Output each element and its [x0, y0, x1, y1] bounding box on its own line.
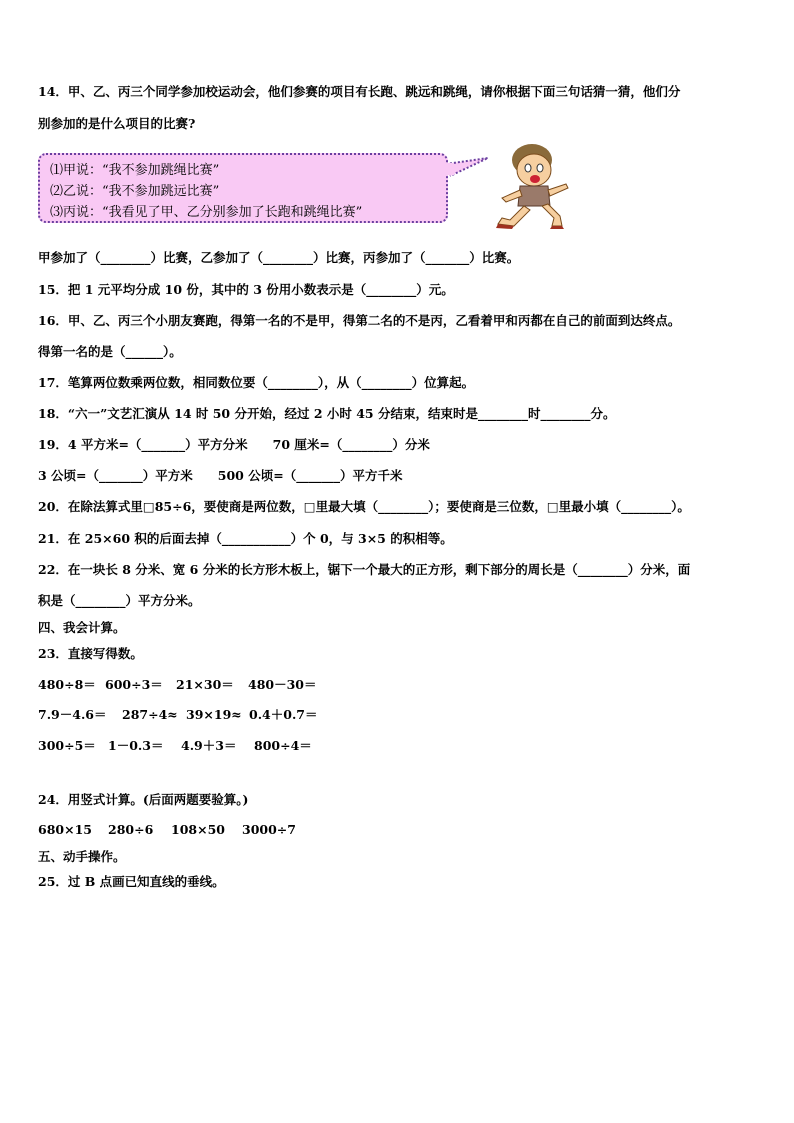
calc-item: 480－30＝	[248, 677, 317, 692]
calc-item: 21×30＝	[176, 677, 234, 692]
q16-line1: 16．甲、乙、丙三个小朋友赛跑，得第一名的不是甲，得第二名的不是丙，乙看着甲和丙都在自己的前面到达终点。	[38, 313, 681, 328]
q20: 20．在除法算式里□85÷6，要使商是两位数，□里最大填（________）；要使商是三位数，□里最小填（________）。	[38, 499, 690, 514]
q14-answer: 甲参加了（________）比赛，乙参加了（________）比赛，丙参加了（_______）比赛。	[38, 250, 520, 265]
calc-item: 280÷6	[108, 822, 154, 837]
calc-item: 680×15	[38, 822, 92, 837]
section-5-heading: 五、动手操作。	[38, 849, 126, 864]
calc-item: 4.9＋3＝	[181, 738, 237, 753]
q23-row-1	[38, 677, 317, 693]
q23-title: 23．直接写得数。	[38, 646, 143, 661]
calc-item: 287÷4≈	[122, 707, 178, 722]
bubble-statement-2: ⑵乙说：“我不参加跳远比赛”	[50, 184, 220, 199]
calc-item: 800÷4＝	[254, 738, 312, 753]
q22-line2: 积是（________）平方分米。	[38, 593, 201, 608]
calc-item: 0.4＋0.7＝	[249, 707, 318, 722]
calc-item: 600÷3＝	[105, 677, 163, 692]
q23-row-3	[38, 738, 312, 754]
q15: 15．把 1 元平均分成 10 份，其中的 3 份用小数表示是（________）元。	[38, 282, 454, 297]
q16-line2: 得第一名的是（______）。	[38, 344, 182, 359]
section-4-heading: 四、我会计算。	[38, 620, 126, 635]
bubble-statement-1: ⑴甲说：“我不参加跳绳比赛”	[50, 163, 220, 178]
q14-line2: 别参加的是什么项目的比赛?	[38, 116, 196, 131]
calc-item: 3000÷7	[242, 822, 296, 837]
calc-item: 108×50	[171, 822, 225, 837]
q19-line2: 3 公顷=（_______）平方米 500 公顷=（_______）平方千米	[38, 468, 403, 483]
q18: 18．“六一”文艺汇演从 14 时 50 分开始，经过 2 小时 45 分结束，结束时是________时________分。	[38, 406, 616, 421]
q17: 17．笔算两位数乘两位数，相同数位要（________），从（________）位算起。	[38, 375, 475, 390]
speech-bubble	[38, 153, 448, 223]
q14-line1: 14．甲、乙、丙三个同学参加校运动会，他们参赛的项目有长跑、跳远和跳绳，请你根据下面三句话猜一猜，他们分	[38, 84, 681, 99]
q19-line1: 19．4 平方米=（_______）平方分米 70 厘米=（________）分米	[38, 437, 430, 452]
calc-item: 300÷5＝	[38, 738, 96, 753]
q23-row-2	[38, 707, 318, 723]
running-boy-illustration	[490, 140, 580, 230]
bubble-statement-3: ⑶丙说：“我看见了甲、乙分别参加了长跑和跳绳比赛”	[50, 205, 363, 220]
q21: 21．在 25×60 积的后面去掉（___________）个 0，与 3×5 的积相等。	[38, 531, 453, 546]
calc-item: 480÷8＝	[38, 677, 96, 692]
calc-item: 1－0.3＝	[108, 738, 164, 753]
q24-items	[38, 822, 296, 838]
q22-line1: 22．在一块长 8 分米、宽 6 分米的长方形木板上，锯下一个最大的正方形，剩下部分的周长是（________）分米，面	[38, 562, 691, 577]
calc-item: 7.9－4.6＝	[38, 707, 107, 722]
calc-item: 39×19≈	[186, 707, 242, 722]
q25: 25．过 B 点画已知直线的垂线。	[38, 874, 225, 889]
q24-title: 24．用竖式计算。(后面两题要验算。)	[38, 792, 249, 807]
